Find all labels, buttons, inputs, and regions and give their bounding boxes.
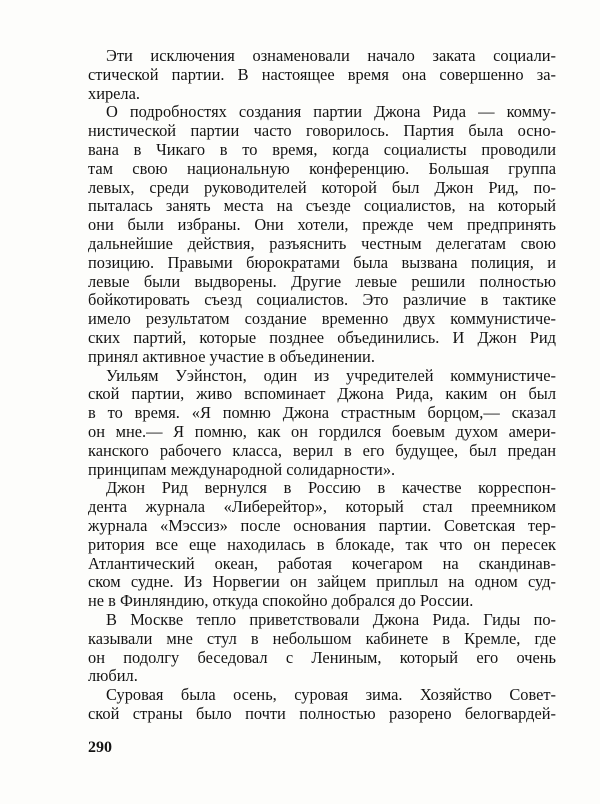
paragraph <box>88 611 556 686</box>
text-line: дента журнала «Либерейтор», который стал преемником <box>88 497 556 517</box>
text-line: не в Финляндию, откуда спокойно добрался до России. <box>88 591 474 611</box>
paragraph <box>88 686 556 724</box>
text-line: они были избраны. Они хотели, прежде чем предпринять <box>88 215 556 235</box>
text-line: нистической партии часто говорилось. Партия была осно- <box>88 121 556 141</box>
text-line: ском судне. Из Норвегии он зайцем приплыл на одном суд- <box>88 572 556 592</box>
text-line: левых, среди руководителей которой был Джон Рид, по- <box>88 177 556 197</box>
text-line: имело результатом создание временно двух коммунистиче- <box>88 309 556 329</box>
text-line: там свою национальную конференцию. Большая группа <box>88 158 556 178</box>
text-line: В Москве тепло приветствовали Джона Рида. Гиды по- <box>106 609 556 629</box>
text-line: Атлантический океан, работая кочегаром на скандинав- <box>88 553 556 573</box>
text-line: Уильям Уэйнстон, один из учредителей коммунистиче- <box>106 365 556 385</box>
text-line: вана в Чикаго в то время, когда социалисты проводили <box>88 139 556 159</box>
text-line: Суровая была осень, суровая зима. Хозяйство Совет- <box>106 685 556 705</box>
paragraph <box>88 367 556 480</box>
text-line: позицию. Правыми бюрократами была вызвана полиция, и <box>88 252 556 272</box>
paragraph <box>88 47 556 103</box>
paragraph <box>88 103 556 366</box>
paragraph <box>88 479 556 611</box>
text-line: пыталась занять места на съезде социалистов, на который <box>88 196 556 216</box>
page-body-text <box>88 47 556 724</box>
text-line: он подолгу беседовал с Лениным, который его очень <box>88 647 556 667</box>
text-line: левые были выдворены. Другие левые решили полностью <box>88 271 556 291</box>
text-line: Эти исключения ознаменовали начало заката социали- <box>106 46 556 65</box>
text-line: дальнейшие действия, разъяснить честным делегатам свою <box>88 233 556 253</box>
text-line: бойкотировать съезд социалистов. Это различие в тактике <box>88 290 556 310</box>
text-line: Джон Рид вернулся в Россию в качестве корреспон- <box>106 478 556 498</box>
text-line: ской партии, живо вспоминает Джона Рида, каким он был <box>88 384 556 404</box>
text-line: принципам международной солидарности». <box>88 459 396 479</box>
text-line: казывали мне стул в небольшом кабинете в Кремле, где <box>88 628 556 648</box>
text-line: любил. <box>88 666 138 686</box>
text-line: канского рабочего класса, верил в его будущее, был предан <box>88 440 556 460</box>
page-number: 290 <box>88 739 112 756</box>
text-line: он мне.— Я помню, как он гордился боевым духом амери- <box>88 421 556 441</box>
text-line: стической партии. В настоящее время она совершенно за- <box>88 64 556 84</box>
text-line: хирела. <box>88 83 140 103</box>
text-line: принял активное участие в объединении. <box>88 346 375 366</box>
text-line: О подробностях создания партии Джона Рида — комму- <box>106 102 556 122</box>
text-line: ских партий, которые позднее объединились. И Джон Рид <box>88 327 556 347</box>
text-line: в то время. «Я помню Джона страстным борцом,— сказал <box>88 403 556 423</box>
text-line: ской страны было почти полностью разорено белогвардей- <box>88 703 556 723</box>
text-line: журнала «Мэссиз» после основания партии. Советская тер- <box>88 515 556 535</box>
text-line: ритория все еще находилась в блокаде, так что он пересек <box>88 534 556 554</box>
